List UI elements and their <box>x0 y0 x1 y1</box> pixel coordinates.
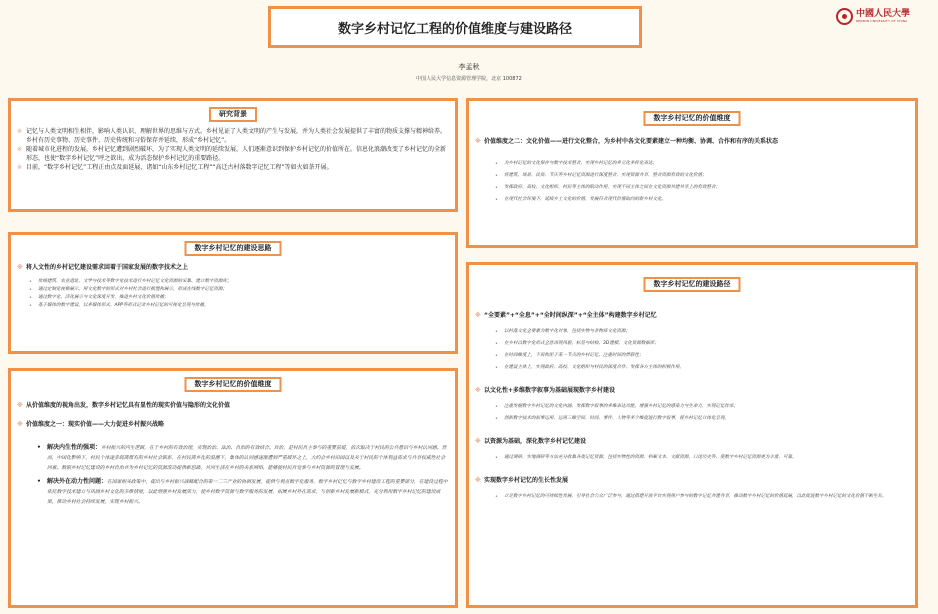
author-name: 李孟秋 <box>458 63 480 71</box>
list-item: • 为乡村记忆的文化保存与数字技术整合，实现乡村记忆的多元化多样化表达； <box>495 161 657 167</box>
panel-title: 数字乡村记忆的价值维度 <box>185 377 282 392</box>
value-subpoint: • 解决外在动力性问题：在国家相关政策中，提出与乡村振兴战略配合的第一二三产业的协调发展，提供与观点数字化服务，数字乡村记忆与数字乡村建设工程的重要部分，在建设过程中依托数字技术建立与巩固乡村文化的多维情境，以此增强乡村发展活力，使乡村数字资源与数字服务的发展，拓展乡村外在需求，与创新乡村发展新模式，充分利用数字乡村记忆的建设成果，推动乡村社会持续发展，实现乡村振兴。 <box>37 478 448 505</box>
university-logo <box>836 6 932 26</box>
list-item: • 在时间维度上，不再拘泥于某一节点的乡村记忆，注重时间的贯联性； <box>495 353 644 359</box>
list-item: • 通过定制化视频展示，用文化数字的形式对乡村社会进行梳理和展示，形成在线数字记忆资源； <box>29 287 227 293</box>
title-box <box>268 6 642 48</box>
background-paragraph: ※ 随着城市化进程的发展，乡村记忆遭到剧烈破坏，为了实现人类文明的延续发展，人们逐渐意识到保护乡村记忆的价值所在。信息化浪潮改变了乡村记忆的全新形态，也使“数字乡村记忆”呼之欲出，成为活态保护乡村记忆的重要路径。 <box>17 146 447 162</box>
research-background-panel <box>8 98 458 212</box>
bullet-marker-icon: ※ <box>475 138 481 145</box>
value-dimension-panel-left <box>8 368 458 608</box>
bullet-marker-icon: ※ <box>475 477 481 484</box>
bullet-marker-icon: ※ <box>475 387 481 394</box>
section-heading: ※ 从价值维度的视角出发，数字乡村记忆具有显性的现实价值与隐形的文化价值 <box>17 402 231 409</box>
list-item: • 基于媒体的数字建设，以多媒体形式、APP等形式记录乡村记忆的可视化呈现与传播。 <box>29 303 209 309</box>
bullet-marker-icon: ※ <box>475 438 481 445</box>
list-item: • 立足数字乡村记忆的可持续性发展，引导社会公众广泛参与，通过搭建开放平台实现用户参与的数字记忆共建共享，推动数字乡村记忆的价值延展，以此促进数字乡村记忆的文化价值不断生长。 <box>495 494 887 500</box>
panel-title: 数字乡村记忆的价值维度 <box>644 111 741 126</box>
section-heading: ※ 将人文性的乡村记忆建设需求回着于国家发展的数字技术之上 <box>17 264 189 271</box>
list-item: • 在现代社会环境下，延续乡土文化的价值，发展符合现代价值取向的新乡村文化。 <box>495 197 666 203</box>
poster-title: 数字乡村记忆工程的价值维度与建设路径 <box>337 21 572 37</box>
panel-title: 研究背景 <box>209 107 257 122</box>
panel-title: 数字乡村记忆的建设思路 <box>185 241 282 256</box>
author-affiliation: 中国人民大学信息资源管理学院，北京 100872 <box>416 76 522 82</box>
section-heading: ※ 实现数字乡村记忆的生长性发展 <box>475 477 569 484</box>
list-item: • 以村落文化全要素为数字化对象，包括实物与非物质文化资源； <box>495 329 630 335</box>
background-paragraph: ※ 记忆与人类文明相生相伴，影响人类认识、理解世界的思维与方式。乡村见证了人类文明的产生与发展，并为人类社会发展提供了丰富的物质支撑与精神给养。乡村有历史事物、历史事件、历史传统和习俗保存并延续，形成“乡村记忆”。 <box>17 128 447 144</box>
list-item: • 发挥政府、高校、文化组织、村民等主体的联动作用，实现不同主体之间在文化资源共建共享上的有效整合； <box>495 185 720 191</box>
bullet-marker-icon: ※ <box>17 402 23 409</box>
list-item: • 通过数字化、活化展示与文化深度开发，推进乡村文化价值传播； <box>29 295 169 301</box>
logo-chinese-name: 中國人民大學 <box>856 8 911 19</box>
list-item: • 通过调研、实地调研等方法充分收集各类记忆资源，包括实物性的资源、档案文本、文献资源，口述历史等，使数字乡村记忆资源更为丰富、可靠。 <box>495 455 797 461</box>
bullet-marker-icon: ※ <box>17 164 23 171</box>
value-dimension-panel-right <box>466 98 918 248</box>
background-paragraph: ※ 目前，“数字乡村记忆”工程正由点及面延展，诸如“山东乡村记忆工程”“高迁古村落数字记忆工程”等如火如荼开展。 <box>17 164 333 171</box>
section-heading: ※ 以文化性+多维数字叙事为基础展现数字乡村建设 <box>475 387 616 394</box>
list-item: • 在乡村以数字化形式全息再现风貌、标签与结构、3D建模、文化资源数据库； <box>495 341 659 347</box>
list-item: • 将建筑、场景、民俗、节庆等乡村记忆资源进行深度整合，实现资源共享、整合资源有效的文化价值； <box>495 173 707 179</box>
section-heading: ※ “全要素”+“全息”+“全时间纵深”+“全主体”构建数字乡村记忆 <box>475 312 657 319</box>
logo-english-name: RENMIN UNIVERSITY OF CHINA <box>856 18 908 23</box>
list-item: • 注重发掘数字乡村记忆的文化内涵，发挥数字叙事的多维表达功能，增强乡村记忆的感染力与生命力，实现记忆传承； <box>495 404 738 410</box>
list-item: • 传统建筑、农业遗址、文学与技术等数字化技术进行乡村记忆文化资源的采集、建立数字资源库； <box>29 279 232 285</box>
construction-approach-panel <box>8 232 458 354</box>
list-item: • 在建设主体上，实现政府、高校、文化组织与村民的深度合作，发挥各方主体的积极作用。 <box>495 365 684 371</box>
bullet-marker-icon: ※ <box>17 146 23 153</box>
list-item: • 创新数字技术的叙事运用，运用三维空间、时间、事件、人物等多个维度进行数字叙事，使乡村记忆立体化呈现。 <box>495 416 729 422</box>
bullet-marker-icon: ※ <box>17 128 23 135</box>
section-heading: ※ 以资源为基础，深化数字乡村记忆建设 <box>475 438 587 445</box>
university-seal-icon <box>836 8 853 25</box>
section-heading: ※ 价值维度之二：文化价值——进行文化整合，为乡村中各文化要素建立一种均衡、协调、合作和有序的关系状态 <box>475 138 779 145</box>
bullet-marker-icon: ※ <box>475 312 481 319</box>
section-heading: ※ 价值维度之一：现实价值——大力促进乡村振兴战略 <box>17 421 165 428</box>
bullet-marker-icon: ※ <box>17 264 23 271</box>
panel-title: 数字乡村记忆的建设路径 <box>644 277 741 292</box>
bullet-marker-icon: ※ <box>17 421 23 428</box>
construction-path-panel <box>466 262 918 608</box>
value-subpoint: • 解决内生性的强项：乡村振兴的内生逻辑，在于乡村的有效治理，实现治治、法治、自治的有效结合。自治，是村民自主参与的重要前提，依次取决于村民的公共意识与乡村认同感。然而，中国化影响下，村民个体逐步疏离原有的乡村社会联系，在村民离乡化的浪潮下，集体的认同感逐渐遭到严重破坏之上，大约会乡村田园以及关于村民的个体利益需求与共享权威性社会同素。数联乡村记忆建设的乡村自治并为乡村记忆的资源流动提供新思路，共同生活在乡村的关系网络，能够使村民自觉参与乡村资源的管理与发展。 <box>37 444 447 471</box>
